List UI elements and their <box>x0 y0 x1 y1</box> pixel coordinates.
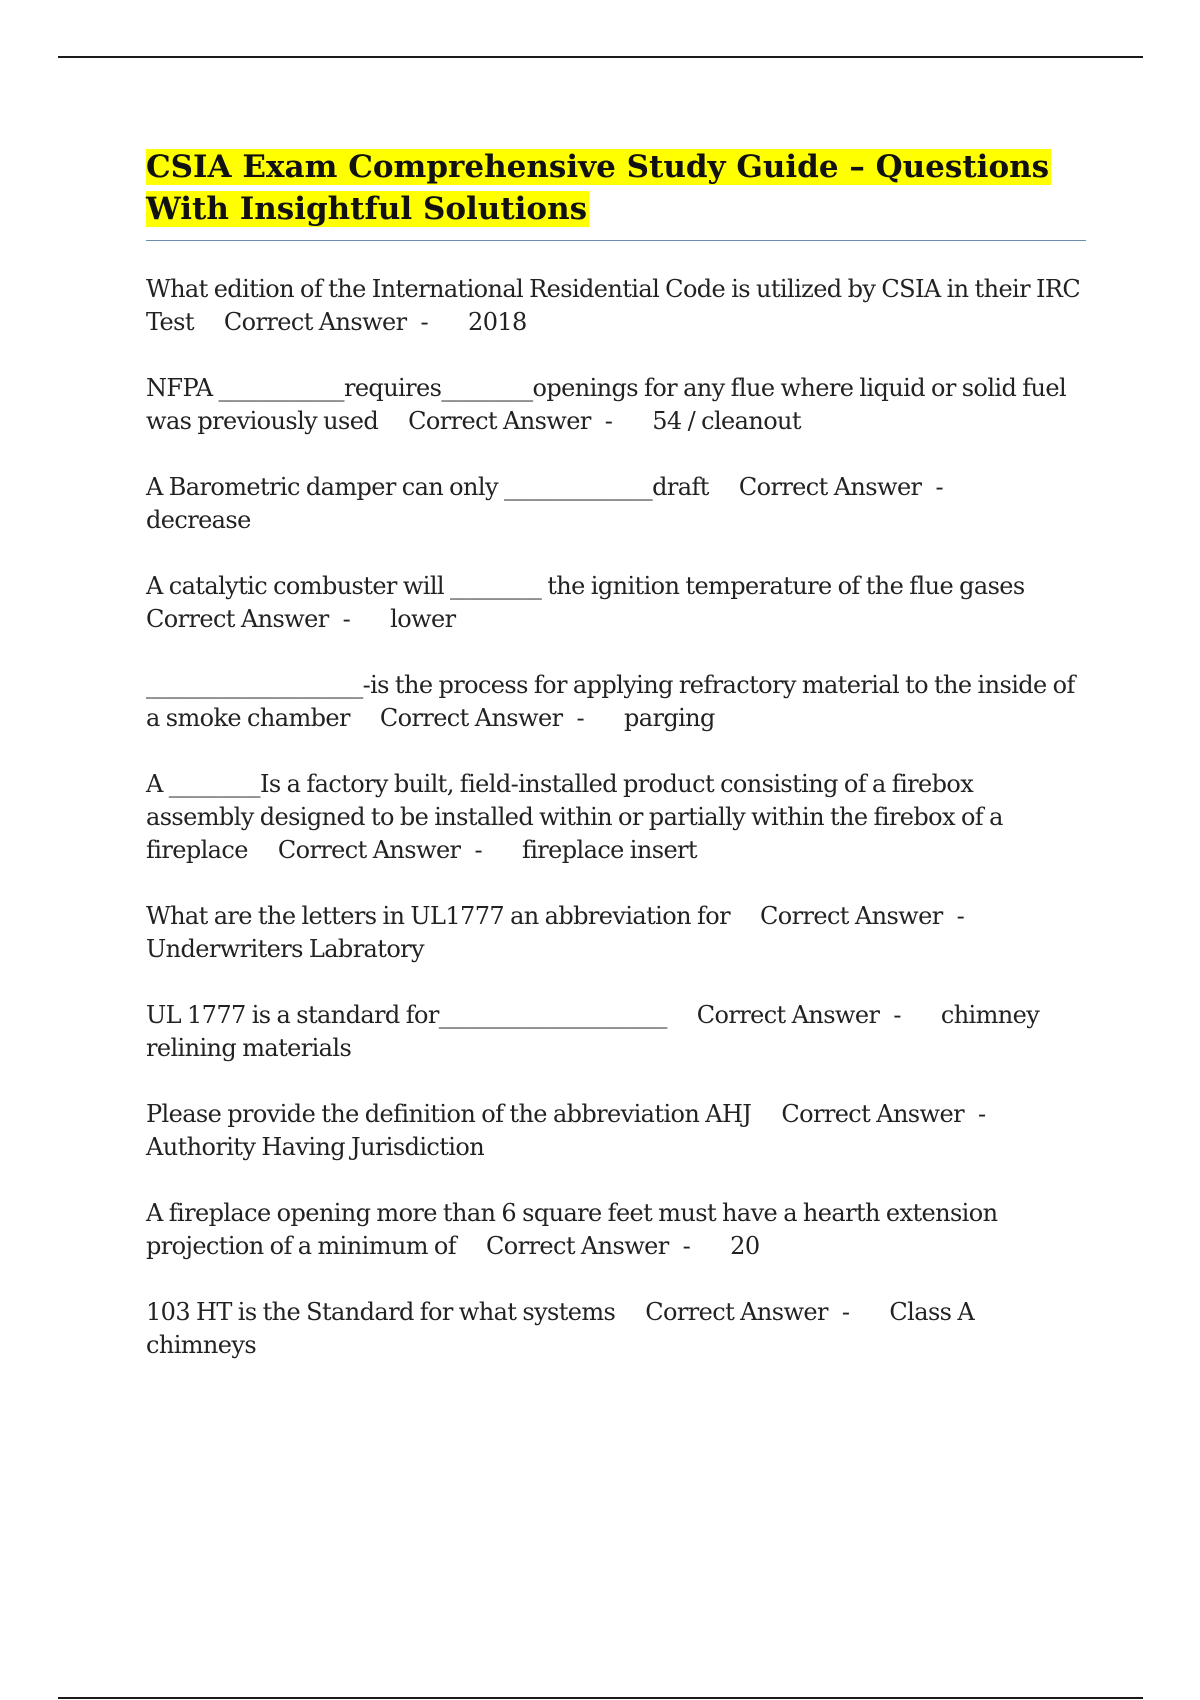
answer-separator: - <box>935 473 943 501</box>
question-text: What edition of the International Residential Code is utilized by CSIA in their IRC Test <box>146 275 1081 336</box>
question-text: 103 HT is the Standard for what systems <box>146 1298 616 1326</box>
answer-separator: - <box>420 308 429 336</box>
question-text: ___________________-is the process for applying refractory material to the inside of a smoke chamber <box>146 671 1075 732</box>
answer-text: decrease <box>146 506 251 534</box>
answer-text: parging <box>623 704 715 732</box>
title-line-1: CSIA Exam Comprehensive Study Guide – Questions <box>146 149 1050 185</box>
question-text: What are the letters in UL1777 an abbreviation for <box>146 902 730 930</box>
answer-text: 20 <box>730 1232 760 1260</box>
header-rule <box>58 56 1143 58</box>
answer-label: Correct Answer <box>486 1232 669 1260</box>
answer-text: Underwriters Labratory <box>146 935 424 963</box>
qa-item <box>146 570 1086 636</box>
qa-item <box>146 669 1086 735</box>
qa-item <box>146 471 1086 537</box>
answer-label: Correct Answer <box>277 836 461 864</box>
answer-separator: - <box>893 1001 901 1029</box>
qa-item <box>146 1197 1086 1263</box>
qa-item <box>146 768 1086 867</box>
answer-separator: - <box>841 1298 850 1326</box>
answer-separator: - <box>576 704 584 732</box>
document-body <box>146 146 1086 1395</box>
answer-separator: - <box>342 605 351 633</box>
answer-label: Correct Answer <box>738 473 922 501</box>
question-text: A ________Is a factory built, field-installed product consisting of a firebox assembly designed to be installed within or partially within the firebox of a fireplace <box>146 770 1003 864</box>
question-text: Please provide the definition of the abbreviation AHJ <box>146 1100 752 1128</box>
question-text: A fireplace opening more than 6 square feet must have a hearth extension projection of a minimum of <box>146 1199 998 1260</box>
qa-item <box>146 1296 1086 1362</box>
answer-label: Correct Answer <box>760 902 943 930</box>
answer-label: Correct Answer <box>223 308 407 336</box>
document-title <box>146 146 1086 230</box>
qa-item <box>146 1098 1086 1164</box>
qa-item <box>146 273 1086 339</box>
answer-separator: - <box>977 1100 986 1128</box>
qa-item <box>146 999 1086 1065</box>
footer-rule <box>58 1697 1143 1699</box>
answer-text: Class A chimneys <box>146 1298 975 1359</box>
qa-item <box>146 372 1086 438</box>
title-line-2: With Insightful Solutions <box>146 191 588 227</box>
answer-label: Correct Answer <box>379 704 563 732</box>
answer-label: Correct Answer <box>696 1001 880 1029</box>
answer-separator: - <box>474 836 482 864</box>
answer-text: Authority Having Jurisdiction <box>146 1133 485 1161</box>
question-text: NFPA ___________requires________openings for any flue where liquid or solid fuel was previously used <box>146 374 1067 435</box>
question-text: A Barometric damper can only _____________draft <box>146 473 709 501</box>
answer-text: 54 / cleanout <box>652 407 801 435</box>
qa-item <box>146 900 1086 966</box>
answer-text: chimney relining materials <box>146 1001 1040 1062</box>
answer-label: Correct Answer <box>645 1298 828 1326</box>
question-text: UL 1777 is a standard for____________________ <box>146 1001 667 1029</box>
question-text: A catalytic combuster will ________ the ignition temperature of the flue gases <box>146 572 1025 600</box>
answer-separator: - <box>604 407 613 435</box>
qa-list <box>146 273 1086 1362</box>
title-underline <box>146 240 1086 241</box>
answer-text: 2018 <box>468 308 527 336</box>
answer-separator: - <box>956 902 965 930</box>
answer-label: Correct Answer <box>408 407 591 435</box>
answer-label: Correct Answer <box>781 1100 964 1128</box>
answer-label: Correct Answer <box>146 605 329 633</box>
answer-separator: - <box>682 1232 691 1260</box>
answer-text: fireplace insert <box>521 836 697 864</box>
answer-text: lower <box>390 605 456 633</box>
